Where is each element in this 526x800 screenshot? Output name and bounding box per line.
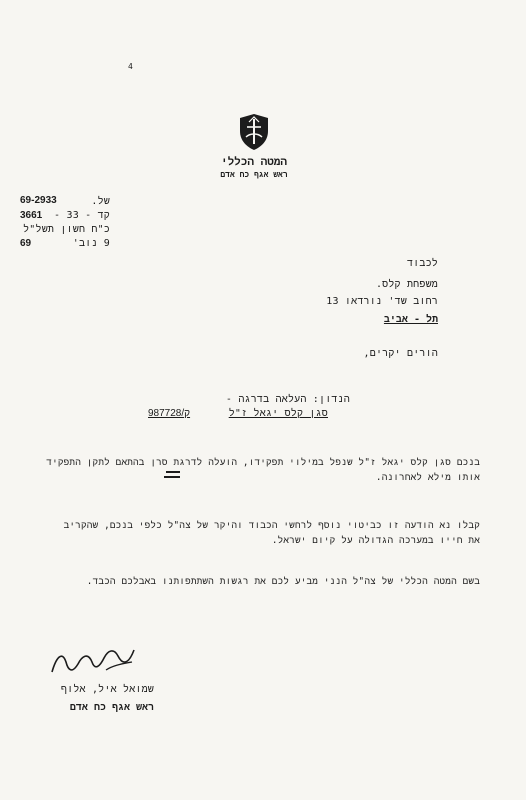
body-p1-line2: אותו מילא לאחרונה.	[375, 472, 480, 483]
body-p2-line1: קבלו נא הודעה זו כביטוי נוסף לרחשי הכבוד והיקר של צה"ל כלפי בנכם, שהקריב	[63, 520, 480, 531]
greeting: הורים יקרים,	[363, 348, 438, 359]
ref-label-3: כ"ח חשון תשל"ל	[23, 224, 110, 235]
ref-label-1: של.	[91, 196, 110, 207]
signer-title: ראש אגף כח אדם	[69, 702, 154, 713]
subject-service-number: 987728/ק	[148, 408, 191, 419]
subject-line: הנדון: העלאה בדרגה -	[225, 394, 350, 405]
handwritten-mark	[166, 471, 180, 473]
handwritten-signature	[48, 640, 138, 690]
address-street: רחוב שד' נורדאו 13	[326, 296, 438, 307]
address-family: משפחת קלס.	[375, 279, 438, 290]
address-to: לכבוד	[406, 258, 438, 269]
ref-value-1: 69-2933	[20, 195, 57, 206]
page-mark: 4	[128, 62, 133, 71]
body-p3-line1: בשם המטה הכללי של צה"ל הנני מביע לכם את רגשות השתתפותנו באבלכם הכבד.	[86, 576, 480, 587]
body-p2-line2: את חייו במערכה הגדולה על קיום ישראל.	[271, 535, 480, 546]
address-city: תל - אביב	[383, 314, 438, 325]
subject-name: סגן קלס יגאל ז"ל	[228, 408, 328, 419]
ref-value-2: 3661	[20, 210, 43, 221]
handwritten-mark	[164, 476, 180, 478]
signer-name: שמואל איל, אלוף	[60, 684, 154, 695]
idf-emblem-icon	[237, 113, 271, 151]
body-p1-line1: בנכם סגן קלס יגאל ז"ל שנפל במילוי תפקידו, הועלה לדרגת סרן בהתאם לתקן התפקיד	[46, 457, 480, 468]
ref-label-4: 9 נוב'	[72, 238, 110, 249]
org-title: המטה הכללי	[220, 155, 288, 168]
org-subtitle: ראש אגף כח אדם	[220, 170, 288, 179]
ref-label-2: קד - 33 -	[54, 210, 110, 221]
ref-value-4: 69	[20, 238, 32, 249]
